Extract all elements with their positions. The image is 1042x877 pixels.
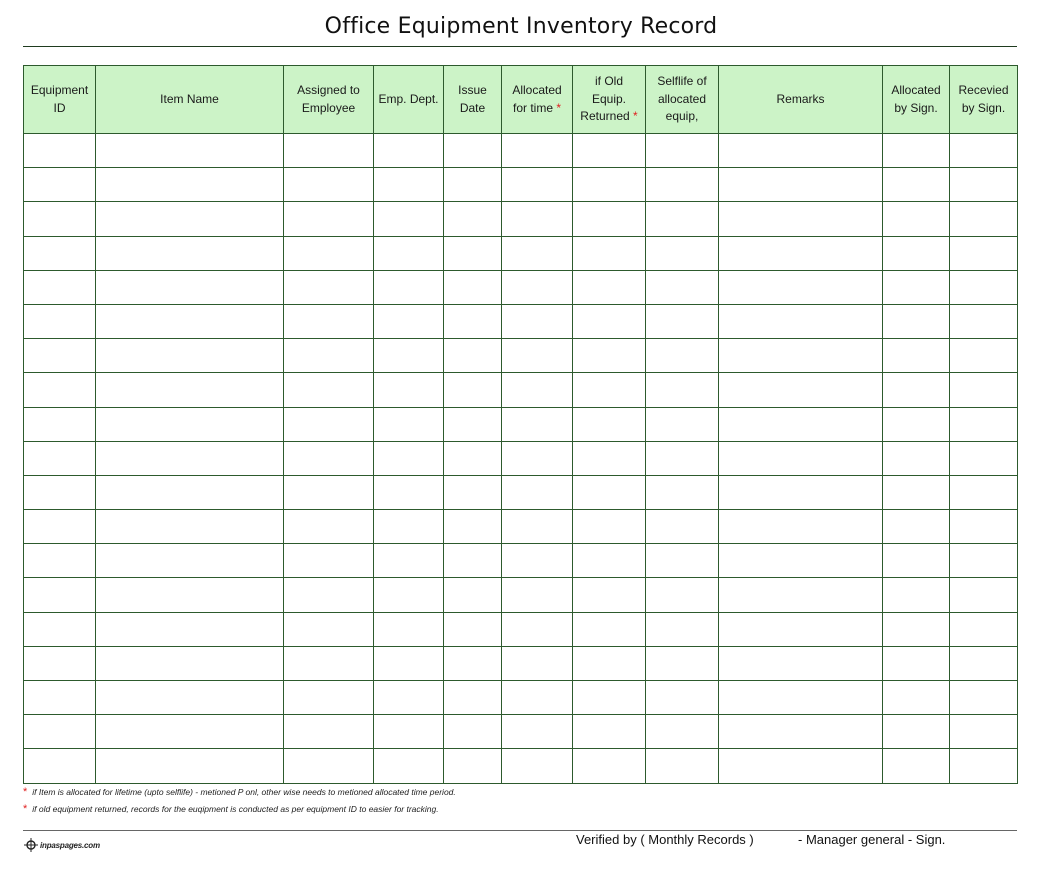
table-cell[interactable] xyxy=(96,339,284,373)
table-cell[interactable] xyxy=(96,749,284,783)
table-cell[interactable] xyxy=(719,612,883,646)
table-row xyxy=(24,304,1018,338)
table-cell[interactable] xyxy=(883,441,950,475)
table-cell[interactable] xyxy=(444,168,502,202)
footnotes xyxy=(23,784,456,818)
table-cell[interactable] xyxy=(950,134,1018,168)
table-cell[interactable] xyxy=(883,304,950,338)
table-cell[interactable] xyxy=(502,339,573,373)
table-cell[interactable] xyxy=(284,270,374,304)
table-cell[interactable] xyxy=(96,441,284,475)
table-cell[interactable] xyxy=(96,544,284,578)
table-cell[interactable] xyxy=(96,304,284,338)
table-cell[interactable] xyxy=(24,202,96,236)
table-cell[interactable] xyxy=(950,407,1018,441)
table-cell[interactable] xyxy=(502,475,573,509)
table-cell[interactable] xyxy=(502,134,573,168)
table-cell[interactable] xyxy=(573,304,646,338)
table-cell[interactable] xyxy=(883,612,950,646)
table-cell[interactable] xyxy=(374,373,444,407)
table-cell[interactable] xyxy=(96,715,284,749)
table-cell[interactable] xyxy=(719,510,883,544)
table-cell[interactable] xyxy=(284,339,374,373)
table-cell[interactable] xyxy=(502,441,573,475)
table-cell[interactable] xyxy=(646,407,719,441)
table-cell[interactable] xyxy=(719,168,883,202)
asterisk-icon: * xyxy=(23,803,28,815)
table-cell[interactable] xyxy=(646,134,719,168)
table-cell[interactable] xyxy=(374,544,444,578)
table-cell[interactable] xyxy=(646,646,719,680)
table-cell[interactable] xyxy=(444,510,502,544)
table-cell[interactable] xyxy=(96,475,284,509)
table-row xyxy=(24,202,1018,236)
table-cell[interactable] xyxy=(573,373,646,407)
table-cell[interactable] xyxy=(573,202,646,236)
table-cell[interactable] xyxy=(719,475,883,509)
table-cell[interactable] xyxy=(502,168,573,202)
table-cell[interactable] xyxy=(24,578,96,612)
table-cell[interactable] xyxy=(24,168,96,202)
table-cell[interactable] xyxy=(502,715,573,749)
table-cell[interactable] xyxy=(719,236,883,270)
footer-divider xyxy=(23,830,1017,831)
table-cell[interactable] xyxy=(883,407,950,441)
table-cell[interactable] xyxy=(444,612,502,646)
table-cell[interactable] xyxy=(284,407,374,441)
table-cell[interactable] xyxy=(883,681,950,715)
table-cell[interactable] xyxy=(950,681,1018,715)
table-cell[interactable] xyxy=(284,612,374,646)
table-cell[interactable] xyxy=(719,646,883,680)
asterisk-icon: * xyxy=(633,109,638,124)
inventory-table xyxy=(23,65,1018,784)
table-cell[interactable] xyxy=(950,475,1018,509)
table-cell[interactable] xyxy=(502,236,573,270)
table-cell[interactable] xyxy=(573,168,646,202)
table-cell[interactable] xyxy=(374,475,444,509)
footnote xyxy=(23,801,456,818)
table-cell[interactable] xyxy=(950,646,1018,680)
table-cell[interactable] xyxy=(284,441,374,475)
table-cell[interactable] xyxy=(646,544,719,578)
manager-sign-label: - Manager general - Sign. xyxy=(798,832,946,847)
table-cell[interactable] xyxy=(444,475,502,509)
table-cell[interactable] xyxy=(646,715,719,749)
table-cell[interactable] xyxy=(950,612,1018,646)
table-cell[interactable] xyxy=(374,681,444,715)
table-cell[interactable] xyxy=(284,715,374,749)
table-cell[interactable] xyxy=(502,270,573,304)
table-cell[interactable] xyxy=(719,681,883,715)
table-cell[interactable] xyxy=(573,749,646,783)
column-header: Allocated for time * xyxy=(502,66,573,134)
table-cell[interactable] xyxy=(502,544,573,578)
table-row xyxy=(24,407,1018,441)
table-cell[interactable] xyxy=(444,578,502,612)
table-cell[interactable] xyxy=(502,304,573,338)
logo-text: inpaspages.com xyxy=(40,840,100,850)
table-cell[interactable] xyxy=(444,270,502,304)
asterisk-icon: * xyxy=(556,100,562,115)
table-cell[interactable] xyxy=(883,134,950,168)
table-cell[interactable] xyxy=(573,715,646,749)
table-cell[interactable] xyxy=(950,441,1018,475)
table-cell[interactable] xyxy=(444,134,502,168)
column-header: Assigned to Employee xyxy=(284,66,374,134)
table-cell[interactable] xyxy=(284,236,374,270)
table-cell[interactable] xyxy=(719,270,883,304)
table-cell[interactable] xyxy=(444,715,502,749)
table-cell[interactable] xyxy=(24,612,96,646)
table-cell[interactable] xyxy=(950,339,1018,373)
table-cell[interactable] xyxy=(646,475,719,509)
table-cell[interactable] xyxy=(24,270,96,304)
table-cell[interactable] xyxy=(646,304,719,338)
column-header: if Old Equip. Returned * xyxy=(573,66,646,134)
table-cell[interactable] xyxy=(573,646,646,680)
table-cell[interactable] xyxy=(502,373,573,407)
table-cell[interactable] xyxy=(374,646,444,680)
table-cell[interactable] xyxy=(719,578,883,612)
table-cell[interactable] xyxy=(444,407,502,441)
table-cell[interactable] xyxy=(284,134,374,168)
table-cell[interactable] xyxy=(950,202,1018,236)
table-cell[interactable] xyxy=(883,270,950,304)
column-header: Issue Date xyxy=(444,66,502,134)
table-cell[interactable] xyxy=(96,134,284,168)
column-header: Remarks xyxy=(719,66,883,134)
verified-by-label: Verified by ( Monthly Records ) xyxy=(576,832,754,847)
table-cell[interactable] xyxy=(573,681,646,715)
footnote-text: if old equipment returned, records for the euqipment is conducted as per equipment ID to easier for tracking. xyxy=(32,804,439,814)
table-cell[interactable] xyxy=(883,168,950,202)
table-row xyxy=(24,510,1018,544)
table-cell[interactable] xyxy=(96,168,284,202)
table-row xyxy=(24,270,1018,304)
header-row xyxy=(24,66,1018,134)
table-cell[interactable] xyxy=(573,475,646,509)
table-cell[interactable] xyxy=(502,578,573,612)
table-cell[interactable] xyxy=(719,407,883,441)
table-cell[interactable] xyxy=(646,168,719,202)
table-cell[interactable] xyxy=(883,475,950,509)
table-cell[interactable] xyxy=(444,544,502,578)
table-cell[interactable] xyxy=(646,578,719,612)
table-cell[interactable] xyxy=(950,510,1018,544)
table-row xyxy=(24,441,1018,475)
table-row xyxy=(24,236,1018,270)
table-cell[interactable] xyxy=(719,202,883,236)
table-cell[interactable] xyxy=(374,304,444,338)
site-logo xyxy=(24,837,100,853)
table-cell[interactable] xyxy=(284,646,374,680)
table-cell[interactable] xyxy=(883,646,950,680)
column-header: Recevied by Sign. xyxy=(950,66,1018,134)
table-cell[interactable] xyxy=(950,168,1018,202)
table-cell[interactable] xyxy=(284,202,374,236)
table-cell[interactable] xyxy=(444,441,502,475)
table-cell[interactable] xyxy=(444,202,502,236)
table-cell[interactable] xyxy=(284,544,374,578)
table-row xyxy=(24,715,1018,749)
table-cell[interactable] xyxy=(883,202,950,236)
table-cell[interactable] xyxy=(24,681,96,715)
title-divider xyxy=(23,46,1017,47)
table-cell[interactable] xyxy=(374,236,444,270)
table-cell[interactable] xyxy=(24,304,96,338)
table-cell[interactable] xyxy=(719,339,883,373)
table-cell[interactable] xyxy=(950,236,1018,270)
table-cell[interactable] xyxy=(24,475,96,509)
table-cell[interactable] xyxy=(719,544,883,578)
crosshair-icon xyxy=(24,838,38,852)
table-cell[interactable] xyxy=(374,612,444,646)
table-cell[interactable] xyxy=(96,236,284,270)
table-cell[interactable] xyxy=(374,202,444,236)
table-cell[interactable] xyxy=(646,441,719,475)
table-cell[interactable] xyxy=(573,407,646,441)
table-row xyxy=(24,544,1018,578)
table-cell[interactable] xyxy=(374,339,444,373)
table-row xyxy=(24,749,1018,783)
table-cell[interactable] xyxy=(284,749,374,783)
table-cell[interactable] xyxy=(883,715,950,749)
table-cell[interactable] xyxy=(96,270,284,304)
table-cell[interactable] xyxy=(719,134,883,168)
footnote-text: if Item is allocated for lifetime (upto selflife) - metioned P onl, other wise needs to metioned allocated time period. xyxy=(32,787,456,797)
table-cell[interactable] xyxy=(502,646,573,680)
table-cell[interactable] xyxy=(573,339,646,373)
table-cell[interactable] xyxy=(883,578,950,612)
table-cell[interactable] xyxy=(502,749,573,783)
table-cell[interactable] xyxy=(284,510,374,544)
table-cell[interactable] xyxy=(374,168,444,202)
table-row xyxy=(24,681,1018,715)
table-row xyxy=(24,339,1018,373)
table-cell[interactable] xyxy=(444,236,502,270)
table-cell[interactable] xyxy=(646,270,719,304)
table-cell[interactable] xyxy=(284,578,374,612)
table-cell[interactable] xyxy=(24,510,96,544)
table-cell[interactable] xyxy=(24,544,96,578)
table-cell[interactable] xyxy=(374,578,444,612)
table-cell[interactable] xyxy=(950,304,1018,338)
table-cell[interactable] xyxy=(573,270,646,304)
table-cell[interactable] xyxy=(573,612,646,646)
table-cell[interactable] xyxy=(883,544,950,578)
table-cell[interactable] xyxy=(573,578,646,612)
table-cell[interactable] xyxy=(284,373,374,407)
table-cell[interactable] xyxy=(719,749,883,783)
table-cell[interactable] xyxy=(502,681,573,715)
table-cell[interactable] xyxy=(284,168,374,202)
table-cell[interactable] xyxy=(950,544,1018,578)
table-cell[interactable] xyxy=(883,236,950,270)
table-cell[interactable] xyxy=(502,202,573,236)
table-cell[interactable] xyxy=(573,510,646,544)
table-cell[interactable] xyxy=(883,749,950,783)
table-cell[interactable] xyxy=(24,441,96,475)
table-cell[interactable] xyxy=(96,510,284,544)
table-cell[interactable] xyxy=(284,304,374,338)
table-cell[interactable] xyxy=(950,578,1018,612)
table-cell[interactable] xyxy=(444,339,502,373)
table-cell[interactable] xyxy=(719,441,883,475)
table-cell[interactable] xyxy=(96,407,284,441)
table-cell[interactable] xyxy=(444,304,502,338)
table-cell[interactable] xyxy=(374,749,444,783)
table-cell[interactable] xyxy=(374,134,444,168)
table-cell[interactable] xyxy=(24,646,96,680)
table-cell[interactable] xyxy=(284,475,374,509)
table-cell[interactable] xyxy=(284,681,374,715)
table-cell[interactable] xyxy=(646,612,719,646)
table-cell[interactable] xyxy=(96,202,284,236)
table-cell[interactable] xyxy=(646,236,719,270)
column-header: Emp. Dept. xyxy=(374,66,444,134)
table-cell[interactable] xyxy=(646,202,719,236)
table-cell[interactable] xyxy=(950,749,1018,783)
table-cell[interactable] xyxy=(719,373,883,407)
table-cell[interactable] xyxy=(24,715,96,749)
table-cell[interactable] xyxy=(374,407,444,441)
table-cell[interactable] xyxy=(502,612,573,646)
table-cell[interactable] xyxy=(646,373,719,407)
table-cell[interactable] xyxy=(950,715,1018,749)
table-cell[interactable] xyxy=(374,510,444,544)
table-cell[interactable] xyxy=(24,236,96,270)
table-cell[interactable] xyxy=(96,612,284,646)
asterisk-icon: * xyxy=(23,786,28,798)
table-row xyxy=(24,612,1018,646)
table-cell[interactable] xyxy=(96,373,284,407)
table-cell[interactable] xyxy=(573,236,646,270)
table-cell[interactable] xyxy=(96,578,284,612)
table-cell[interactable] xyxy=(950,270,1018,304)
table-cell[interactable] xyxy=(719,304,883,338)
table-row xyxy=(24,373,1018,407)
table-cell[interactable] xyxy=(444,681,502,715)
table-cell[interactable] xyxy=(502,510,573,544)
table-row xyxy=(24,578,1018,612)
table-cell[interactable] xyxy=(883,510,950,544)
table-cell[interactable] xyxy=(24,407,96,441)
column-header: Selflife of allocated equip, xyxy=(646,66,719,134)
table-cell[interactable] xyxy=(646,510,719,544)
table-cell[interactable] xyxy=(950,373,1018,407)
table-cell[interactable] xyxy=(96,646,284,680)
footnote xyxy=(23,784,456,801)
column-header: Equipment ID xyxy=(24,66,96,134)
table-cell[interactable] xyxy=(444,646,502,680)
table-cell[interactable] xyxy=(573,544,646,578)
table-cell[interactable] xyxy=(444,373,502,407)
table-cell[interactable] xyxy=(24,373,96,407)
table-cell[interactable] xyxy=(374,270,444,304)
table-cell[interactable] xyxy=(646,681,719,715)
table-row xyxy=(24,475,1018,509)
table-cell[interactable] xyxy=(646,339,719,373)
table-cell[interactable] xyxy=(719,715,883,749)
table-cell[interactable] xyxy=(24,134,96,168)
table-cell[interactable] xyxy=(374,715,444,749)
table-cell[interactable] xyxy=(24,749,96,783)
table-row xyxy=(24,168,1018,202)
table-cell[interactable] xyxy=(24,339,96,373)
table-cell[interactable] xyxy=(96,681,284,715)
page-title: Office Equipment Inventory Record xyxy=(324,14,718,39)
table-cell[interactable] xyxy=(883,339,950,373)
table-cell[interactable] xyxy=(573,134,646,168)
table-cell[interactable] xyxy=(502,407,573,441)
table-row xyxy=(24,134,1018,168)
table-cell[interactable] xyxy=(573,441,646,475)
table-cell[interactable] xyxy=(374,441,444,475)
table-row xyxy=(24,646,1018,680)
table-cell[interactable] xyxy=(883,373,950,407)
table-cell[interactable] xyxy=(646,749,719,783)
column-header: Item Name xyxy=(96,66,284,134)
column-header: Allocated by Sign. xyxy=(883,66,950,134)
table-cell[interactable] xyxy=(444,749,502,783)
